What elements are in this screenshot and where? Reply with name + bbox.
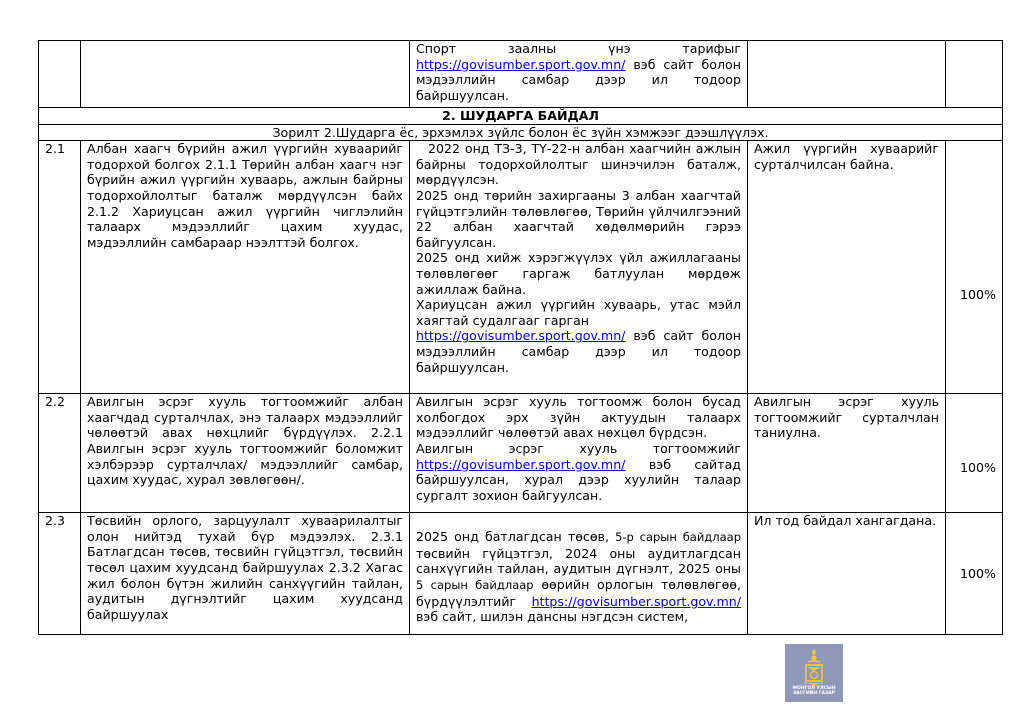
action-text: 2025 онд батлагдсан төсөв, xyxy=(416,529,616,545)
task-text: Албан хаагч бүрийн ажил үүргийн хуваарийг тодорхой болгох 2.1.1 Төрийн албан хаагч нэг бүрийн ажил үүргийн хуваарь, ажлын байрны тодорхойлолтыг баталж мөрдүүлсэн байх 2.1.2 Хариуцсан ажил үүргийн чиглэлийн талаарх мэдээллийг цахим хуудас, мэдээллийн самбараар нээлттэй болгох. xyxy=(87,141,403,250)
cell-task xyxy=(81,394,410,513)
cell-action xyxy=(410,41,748,108)
action-text: вэб сайт болон мэдээллийн самбар дээр ил тодоор байршуулсан. xyxy=(416,56,741,103)
cell-task xyxy=(81,513,410,635)
cell-result xyxy=(748,41,946,108)
cell-action xyxy=(410,513,748,635)
action-text: 2025 онд хийж хэрэгжүүлэх үйл ажиллагааны төлөвлөгөөг гаргаж батлуулан мөрдөж ажиллаж байна. xyxy=(416,250,741,297)
section-heading-row xyxy=(39,108,1003,125)
table-row xyxy=(39,141,1003,394)
section-goal: Зорилт 2.Шударга ёс, эрхэмлэх зүйлс болон ёс зүйн хэмжээг дээшлүүлэх. xyxy=(39,124,1003,141)
cell-percent xyxy=(946,41,1003,108)
action-text: вэб сайт, шилэн дансны нэгдсэн систем, xyxy=(416,609,689,625)
website-link[interactable]: https://govisumber.sport.gov.mn/ xyxy=(416,56,626,72)
cell-action xyxy=(410,141,748,394)
action-text: вэб сайтад байршуулсан, хурал дээр хуулийн талаар сургалт зохион байгуулсан. xyxy=(416,456,741,503)
action-text: 2025 онд төрийн захиргааны 3 албан хаагчтай гүйцэтгэлийн төлөвлөгөө, Төрийн үйлчилгээний 22 албан хаагчтай хөдөлмөрийн гэрээ байгуулсан. xyxy=(416,187,741,250)
task-text: Төсвийн орлого, зарцуулалт хуваарилалтыг олон нийтэд тухай бүр мэдээлэх. 2.3.1 Батлагдсан төсөв, төсвийн гүйцэтгэл, төсвийн төсөл цахим хуудсанд байршуулах 2.3.2 Хагас жил болон бүтэн жилийн санхүүгийн тайлан, аудитын дүгнэлтийг цахим хуудсанд байршуулах xyxy=(87,513,403,622)
row-number: 2.1 xyxy=(39,141,81,394)
action-text: төсвийн гүйцэтгэл, 2024 оны аудитлагдсан санхүүгийн тайлан, аудитын дүгнэлт, 2025 оны xyxy=(416,545,741,577)
result-text: Ил тод байдал хангагдана. xyxy=(754,513,937,529)
table-row xyxy=(39,41,1003,108)
logo-caption-2: ЗАСГИЙН ГАЗАР xyxy=(792,691,836,696)
cell-result xyxy=(748,141,946,394)
website-link[interactable]: https://govisumber.sport.gov.mn/ xyxy=(531,593,741,609)
cell-action xyxy=(410,394,748,513)
soyombo-icon xyxy=(802,648,826,686)
percent-value: 100% xyxy=(946,513,1003,635)
action-text: Авилгын эсрэг хууль тогтоомж болон бусад холбогдох эрх зүйн актуудын талаарх мэдээллийг чөлөөтэй авах нөхцөл бүрдсэн. xyxy=(416,394,741,441)
table-row xyxy=(39,513,1003,635)
action-text: Спорт заалны үнэ тарифыг xyxy=(416,41,741,56)
percent-value: 100% xyxy=(946,394,1003,513)
action-text: өөрийн орлогын төлөвлөгөө, бүрдүүлэлтийг xyxy=(416,576,741,609)
action-text: 5 сарын байдлаар xyxy=(416,577,534,592)
website-link[interactable]: https://govisumber.sport.gov.mn/ xyxy=(416,328,626,344)
action-text: 5-р сарын байдлаар xyxy=(615,530,741,545)
report-table xyxy=(38,40,1003,635)
row-number: 2.3 xyxy=(39,513,81,635)
table-row xyxy=(39,394,1003,513)
section-heading: 2. ШУДАРГА БАЙДАЛ xyxy=(39,108,1003,125)
action-text: Авилгын эсрэг хууль тогтоомжийг xyxy=(416,440,741,456)
government-logo xyxy=(785,644,843,702)
action-text: Хариуцсан ажил үүргийн хуваарь, утас мэйл хаягтай судалгааг гарган xyxy=(416,297,741,328)
action-text: вэб сайт болон мэдээллийн самбар дээр ил тодоор байршуулсан. xyxy=(416,328,741,375)
cell-task xyxy=(81,141,410,394)
result-text: Ажил үүргийн хуваарийг сурталчилсан байна. xyxy=(754,141,939,172)
row-number: 2.2 xyxy=(39,394,81,513)
result-text: Авилгын эсрэг хууль тогтоомжийг сурталчлан таниулна. xyxy=(754,394,939,441)
cell-num xyxy=(39,41,81,108)
logo-caption-1: МОНГОЛ УЛСЫН xyxy=(792,686,836,691)
cell-result xyxy=(748,513,946,635)
percent-value: 100% xyxy=(946,141,1003,394)
website-link[interactable]: https://govisumber.sport.gov.mn/ xyxy=(416,456,626,472)
action-text: 2022 онд ТЗ-3, ТҮ-22-н албан хаагчийн ажлын байрны тодорхойлолтыг шинэчилэн баталж, мөрдүүлсэн. xyxy=(416,141,741,188)
cell-result xyxy=(748,394,946,513)
cell-task xyxy=(81,41,410,108)
goal-row xyxy=(39,124,1003,141)
task-text: Авилгын эсрэг хууль тогтоомжийг албан хаагчдад сурталчлах, энэ талаарх мэдээллийг чөлөөтэй авах нөхцлийг бүрдүүлэх. 2.2.1 Авилгын эсрэг хууль тогтоомжийг боломжит хэлбэрээр сурталчлах/ мэдээллийг самбар, цахим хуудас, хурал зөвлөгөөн/. xyxy=(87,394,403,488)
